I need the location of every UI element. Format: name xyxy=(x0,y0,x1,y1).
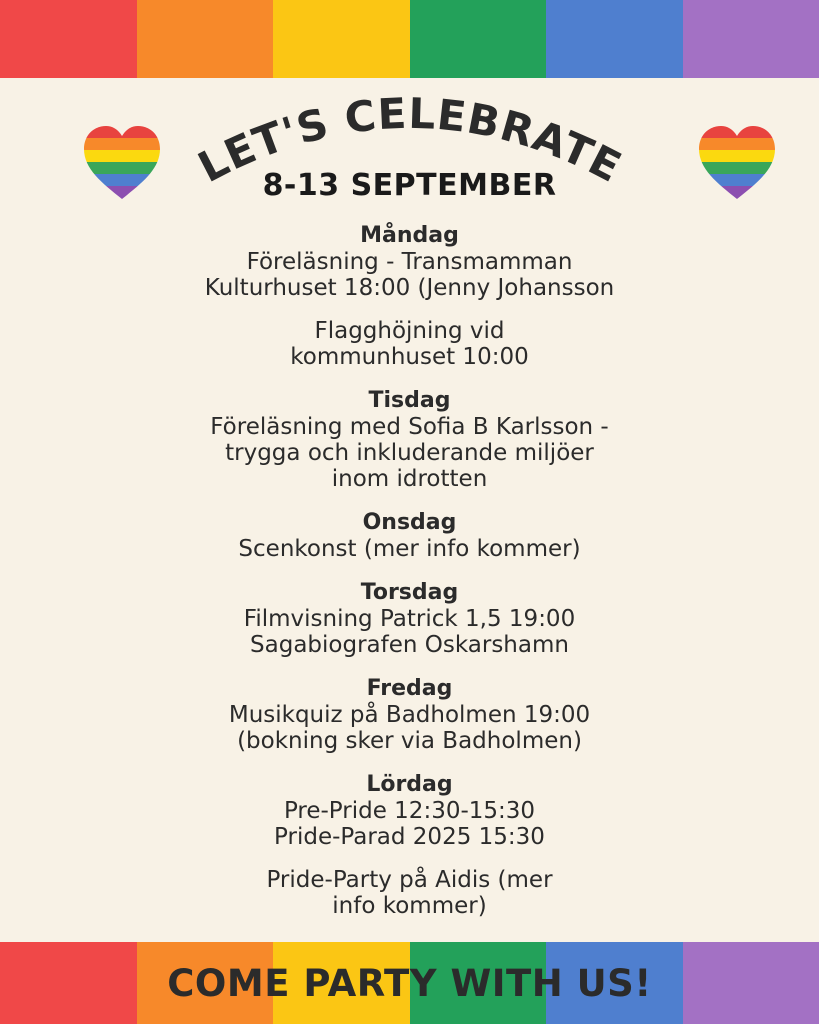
stripe-blue xyxy=(546,0,683,78)
stripe-yellow xyxy=(273,0,410,78)
stripe-purple xyxy=(683,0,819,78)
event-line: Kulturhuset 18:00 (Jenny Johansson xyxy=(204,275,615,301)
event-line: info kommer) xyxy=(332,893,487,919)
event-schedule xyxy=(0,222,819,919)
event-line: Flagghöjning vid xyxy=(314,318,505,344)
day-saturday: Lördag xyxy=(366,772,453,797)
day-friday: Fredag xyxy=(366,676,453,701)
event-line: Scenkonst (mer info kommer) xyxy=(238,536,581,562)
event-line: (bokning sker via Badholmen) xyxy=(237,728,582,754)
rainbow-stripe-top xyxy=(0,0,819,78)
event-line: inom idrotten xyxy=(331,466,488,492)
day-thursday: Torsdag xyxy=(360,580,459,605)
event-line: kommunhuset 10:00 xyxy=(290,344,529,370)
event-line: Pride-Parad 2025 15:30 xyxy=(274,824,545,850)
event-line: Pride-Party på Aidis (mer xyxy=(266,867,553,893)
stripe-red xyxy=(0,0,137,78)
event-line: Föreläsning med Sofia B Karlsson - xyxy=(210,414,609,440)
stripe-green xyxy=(410,0,547,78)
event-line: Sagabiografen Oskarshamn xyxy=(250,632,569,658)
event-line: Föreläsning - Transmamman xyxy=(246,249,573,275)
day-monday: Måndag xyxy=(360,223,459,248)
day-tuesday: Tisdag xyxy=(368,388,451,413)
event-line: Pre-Pride 12:30-15:30 xyxy=(283,798,536,824)
event-dates: 8-13 SEPTEMBER xyxy=(262,168,557,203)
footer-banner: COME PARTY WITH US! xyxy=(167,961,652,1005)
stripe-orange xyxy=(137,0,274,78)
event-line: Filmvisning Patrick 1,5 19:00 xyxy=(243,606,576,632)
event-line: Musikquiz på Badholmen 19:00 xyxy=(228,702,591,728)
event-line: trygga och inkluderande miljöer xyxy=(225,440,594,466)
page-title: LET'S CELEBRATE xyxy=(190,88,630,193)
day-wednesday: Onsdag xyxy=(362,510,457,535)
